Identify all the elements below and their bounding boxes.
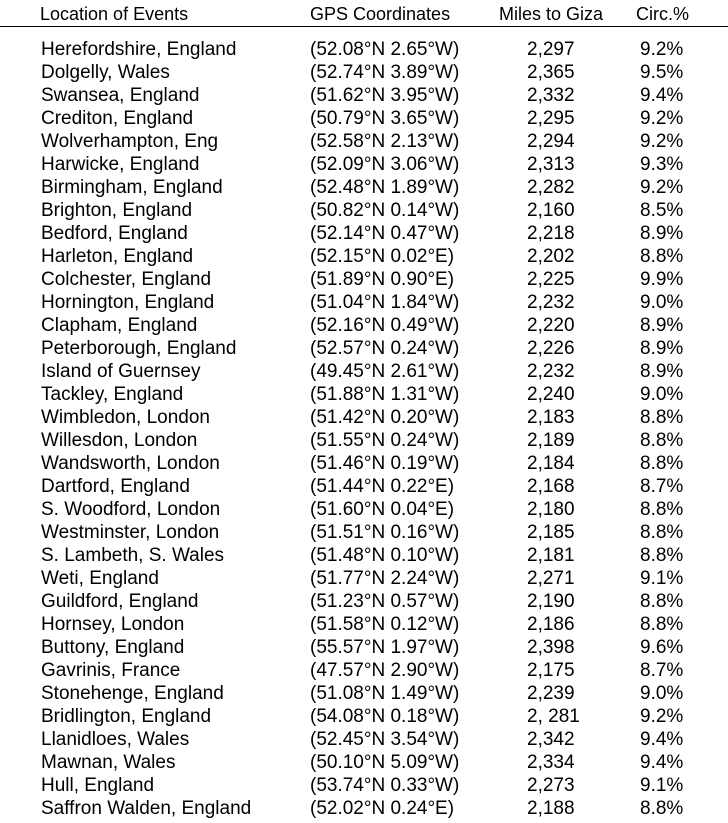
circ-cell: 8.8% bbox=[640, 453, 684, 474]
table-row bbox=[0, 360, 728, 383]
location-cell: Stonehenge, England bbox=[41, 683, 224, 704]
table-row bbox=[0, 590, 728, 613]
table-row bbox=[0, 153, 728, 176]
miles-cell: 2,282 bbox=[527, 177, 575, 198]
location-cell: Tackley, England bbox=[41, 384, 184, 405]
header-location: Location of Events bbox=[40, 4, 189, 24]
miles-cell: 2,168 bbox=[527, 476, 575, 497]
gps-cell: (52.09°N 3.06°W) bbox=[310, 154, 460, 175]
circ-cell: 8.9% bbox=[640, 361, 684, 382]
header-miles-to-giza: Miles to Giza bbox=[499, 4, 604, 24]
table-row bbox=[0, 636, 728, 659]
table-header bbox=[0, 2, 728, 27]
circ-cell: 9.2% bbox=[640, 177, 684, 198]
miles-cell: 2,342 bbox=[527, 729, 575, 750]
gps-cell: (52.16°N 0.49°W) bbox=[310, 315, 460, 336]
miles-cell: 2,186 bbox=[527, 614, 575, 635]
location-cell: Island of Guernsey bbox=[41, 361, 201, 382]
table-row bbox=[0, 84, 728, 107]
miles-cell: 2,183 bbox=[527, 407, 575, 428]
circ-cell: 9.6% bbox=[640, 637, 684, 658]
gps-cell: (51.77°N 2.24°W) bbox=[310, 568, 460, 589]
table-row bbox=[0, 705, 728, 728]
miles-cell: 2,334 bbox=[527, 752, 575, 773]
gps-cell: (53.74°N 0.33°W) bbox=[310, 775, 460, 796]
miles-cell: 2,180 bbox=[527, 499, 575, 520]
location-cell: Mawnan, Wales bbox=[41, 752, 176, 773]
gps-cell: (51.48°N 0.10°W) bbox=[310, 545, 460, 566]
location-cell: Harwicke, England bbox=[41, 154, 200, 175]
location-cell: Gavrinis, France bbox=[41, 660, 181, 681]
miles-cell: 2,225 bbox=[527, 269, 575, 290]
location-cell: Brighton, England bbox=[41, 200, 193, 221]
gps-cell: (52.74°N 3.89°W) bbox=[310, 62, 460, 83]
circ-cell: 9.3% bbox=[640, 154, 684, 175]
miles-cell: 2,273 bbox=[527, 775, 575, 796]
gps-cell: (51.23°N 0.57°W) bbox=[310, 591, 460, 612]
miles-cell: 2,365 bbox=[527, 62, 575, 83]
table-row bbox=[0, 337, 728, 360]
table-row bbox=[0, 751, 728, 774]
circ-cell: 8.7% bbox=[640, 660, 684, 681]
gps-cell: (49.45°N 2.61°W) bbox=[310, 361, 460, 382]
table-row bbox=[0, 130, 728, 153]
table-row bbox=[0, 728, 728, 751]
miles-cell: 2,398 bbox=[527, 637, 575, 658]
gps-cell: (50.10°N 5.09°W) bbox=[310, 752, 460, 773]
miles-cell: 2,202 bbox=[527, 246, 575, 267]
miles-cell: 2,240 bbox=[527, 384, 575, 405]
circ-cell: 8.8% bbox=[640, 614, 684, 635]
miles-cell: 2,188 bbox=[527, 798, 575, 819]
table-row bbox=[0, 61, 728, 84]
circ-cell: 9.1% bbox=[640, 568, 684, 589]
circ-cell: 9.0% bbox=[640, 683, 684, 704]
table-row bbox=[0, 406, 728, 429]
gps-cell: (50.79°N 3.65°W) bbox=[310, 108, 460, 129]
gps-cell: (51.44°N 0.22°E) bbox=[310, 476, 455, 497]
table-row bbox=[0, 521, 728, 544]
table-row bbox=[0, 383, 728, 406]
gps-cell: (51.62°N 3.95°W) bbox=[310, 85, 460, 106]
circ-cell: 8.5% bbox=[640, 200, 684, 221]
gps-cell: (51.89°N 0.90°E) bbox=[310, 269, 455, 290]
circ-cell: 9.0% bbox=[640, 384, 684, 405]
table-row bbox=[0, 222, 728, 245]
table-row bbox=[0, 314, 728, 337]
gps-cell: (50.82°N 0.14°W) bbox=[310, 200, 460, 221]
miles-cell: 2,332 bbox=[527, 85, 575, 106]
location-cell: Herefordshire, England bbox=[41, 39, 237, 60]
circ-cell: 8.8% bbox=[640, 430, 684, 451]
location-cell: Wolverhampton, Eng bbox=[41, 131, 219, 152]
circ-cell: 8.8% bbox=[640, 499, 684, 520]
table-row bbox=[0, 245, 728, 268]
location-cell: Peterborough, England bbox=[41, 338, 237, 359]
table-row bbox=[0, 498, 728, 521]
circ-cell: 8.8% bbox=[640, 545, 684, 566]
miles-cell: 2,185 bbox=[527, 522, 575, 543]
circ-cell: 9.5% bbox=[640, 62, 684, 83]
table-row bbox=[0, 268, 728, 291]
circ-cell: 9.9% bbox=[640, 269, 684, 290]
gps-cell: (54.08°N 0.18°W) bbox=[310, 706, 460, 727]
circ-cell: 8.8% bbox=[640, 522, 684, 543]
location-cell: Saffron Walden, England bbox=[41, 798, 252, 819]
miles-cell: 2,160 bbox=[527, 200, 575, 221]
table-body bbox=[0, 38, 728, 820]
table-row bbox=[0, 429, 728, 452]
miles-cell: 2,232 bbox=[527, 292, 575, 313]
location-cell: Colchester, England bbox=[41, 269, 212, 290]
location-cell: S. Lambeth, S. Wales bbox=[41, 545, 225, 566]
table-row bbox=[0, 544, 728, 567]
location-cell: Hornsey, London bbox=[41, 614, 185, 635]
miles-cell: 2,226 bbox=[527, 338, 575, 359]
table-row bbox=[0, 176, 728, 199]
circ-cell: 9.0% bbox=[640, 292, 684, 313]
location-cell: Birmingham, England bbox=[41, 177, 223, 198]
gps-cell: (51.51°N 0.16°W) bbox=[310, 522, 460, 543]
header-circ-percent: Circ.% bbox=[636, 4, 689, 24]
location-cell: Swansea, England bbox=[41, 85, 200, 106]
gps-cell: (51.42°N 0.20°W) bbox=[310, 407, 460, 428]
location-cell: S. Woodford, London bbox=[41, 499, 221, 520]
location-cell: Guildford, England bbox=[41, 591, 199, 612]
gps-cell: (52.58°N 2.13°W) bbox=[310, 131, 460, 152]
table-row bbox=[0, 107, 728, 130]
location-cell: Dolgelly, Wales bbox=[41, 62, 170, 83]
circ-cell: 9.4% bbox=[640, 729, 684, 750]
gps-cell: (51.46°N 0.19°W) bbox=[310, 453, 460, 474]
circ-cell: 8.9% bbox=[640, 338, 684, 359]
location-cell: Dartford, England bbox=[41, 476, 190, 497]
miles-cell: 2,181 bbox=[527, 545, 575, 566]
location-cell: Harleton, England bbox=[41, 246, 194, 267]
miles-cell: 2,175 bbox=[527, 660, 575, 681]
location-cell: Bridlington, England bbox=[41, 706, 212, 727]
circ-cell: 9.2% bbox=[640, 39, 684, 60]
location-cell: Bedford, England bbox=[41, 223, 188, 244]
gps-cell: (51.60°N 0.04°E) bbox=[310, 499, 455, 520]
header-gps-coordinates: GPS Coordinates bbox=[310, 4, 451, 24]
table-row bbox=[0, 452, 728, 475]
table-row bbox=[0, 475, 728, 498]
location-cell: Weti, England bbox=[41, 568, 159, 589]
location-cell: Hornington, England bbox=[41, 292, 215, 313]
miles-cell: 2, 281 bbox=[527, 706, 580, 727]
table-row bbox=[0, 797, 728, 820]
miles-cell: 2,189 bbox=[527, 430, 575, 451]
gps-cell: (51.55°N 0.24°W) bbox=[310, 430, 460, 451]
location-cell: Willesdon, London bbox=[41, 430, 198, 451]
miles-cell: 2,313 bbox=[527, 154, 575, 175]
circ-cell: 8.8% bbox=[640, 591, 684, 612]
miles-cell: 2,297 bbox=[527, 39, 575, 60]
location-cell: Westminster, London bbox=[41, 522, 220, 543]
miles-cell: 2,239 bbox=[527, 683, 575, 704]
gps-cell: (52.02°N 0.24°E) bbox=[310, 798, 455, 819]
miles-cell: 2,271 bbox=[527, 568, 575, 589]
gps-cell: (51.04°N 1.84°W) bbox=[310, 292, 460, 313]
circ-cell: 8.8% bbox=[640, 246, 684, 267]
miles-cell: 2,295 bbox=[527, 108, 575, 129]
gps-cell: (51.58°N 0.12°W) bbox=[310, 614, 460, 635]
circ-cell: 8.8% bbox=[640, 798, 684, 819]
table-row bbox=[0, 659, 728, 682]
gps-cell: (52.15°N 0.02°E) bbox=[310, 246, 455, 267]
gps-cell: (52.57°N 0.24°W) bbox=[310, 338, 460, 359]
circ-cell: 8.8% bbox=[640, 407, 684, 428]
miles-cell: 2,220 bbox=[527, 315, 575, 336]
circ-cell: 8.7% bbox=[640, 476, 684, 497]
circ-cell: 8.9% bbox=[640, 223, 684, 244]
circ-cell: 9.2% bbox=[640, 131, 684, 152]
miles-cell: 2,294 bbox=[527, 131, 575, 152]
gps-cell: (51.08°N 1.49°W) bbox=[310, 683, 460, 704]
location-cell: Crediton, England bbox=[41, 108, 194, 129]
circ-cell: 9.2% bbox=[640, 706, 684, 727]
gps-cell: (52.14°N 0.47°W) bbox=[310, 223, 460, 244]
gps-cell: (52.48°N 1.89°W) bbox=[310, 177, 460, 198]
location-cell: Hull, England bbox=[41, 775, 155, 796]
table-row bbox=[0, 199, 728, 222]
table-row bbox=[0, 613, 728, 636]
miles-cell: 2,218 bbox=[527, 223, 575, 244]
circ-cell: 9.4% bbox=[640, 752, 684, 773]
table-row bbox=[0, 291, 728, 314]
table-row bbox=[0, 38, 728, 61]
table-row bbox=[0, 682, 728, 705]
miles-cell: 2,184 bbox=[527, 453, 575, 474]
circ-cell: 9.1% bbox=[640, 775, 684, 796]
gps-cell: (47.57°N 2.90°W) bbox=[310, 660, 460, 681]
location-cell: Clapham, England bbox=[41, 315, 198, 336]
circ-cell: 8.9% bbox=[640, 315, 684, 336]
location-cell: Llanidloes, Wales bbox=[41, 729, 190, 750]
location-cell: Wimbledon, London bbox=[41, 407, 210, 428]
circ-cell: 9.2% bbox=[640, 108, 684, 129]
location-cell: Wandsworth, London bbox=[41, 453, 220, 474]
miles-cell: 2,232 bbox=[527, 361, 575, 382]
location-cell: Buttony, England bbox=[41, 637, 185, 658]
table-row bbox=[0, 567, 728, 590]
circ-cell: 9.4% bbox=[640, 85, 684, 106]
gps-cell: (52.08°N 2.65°W) bbox=[310, 39, 460, 60]
gps-cell: (55.57°N 1.97°W) bbox=[310, 637, 460, 658]
table-row bbox=[0, 774, 728, 797]
gps-cell: (52.45°N 3.54°W) bbox=[310, 729, 460, 750]
miles-cell: 2,190 bbox=[527, 591, 575, 612]
gps-cell: (51.88°N 1.31°W) bbox=[310, 384, 460, 405]
